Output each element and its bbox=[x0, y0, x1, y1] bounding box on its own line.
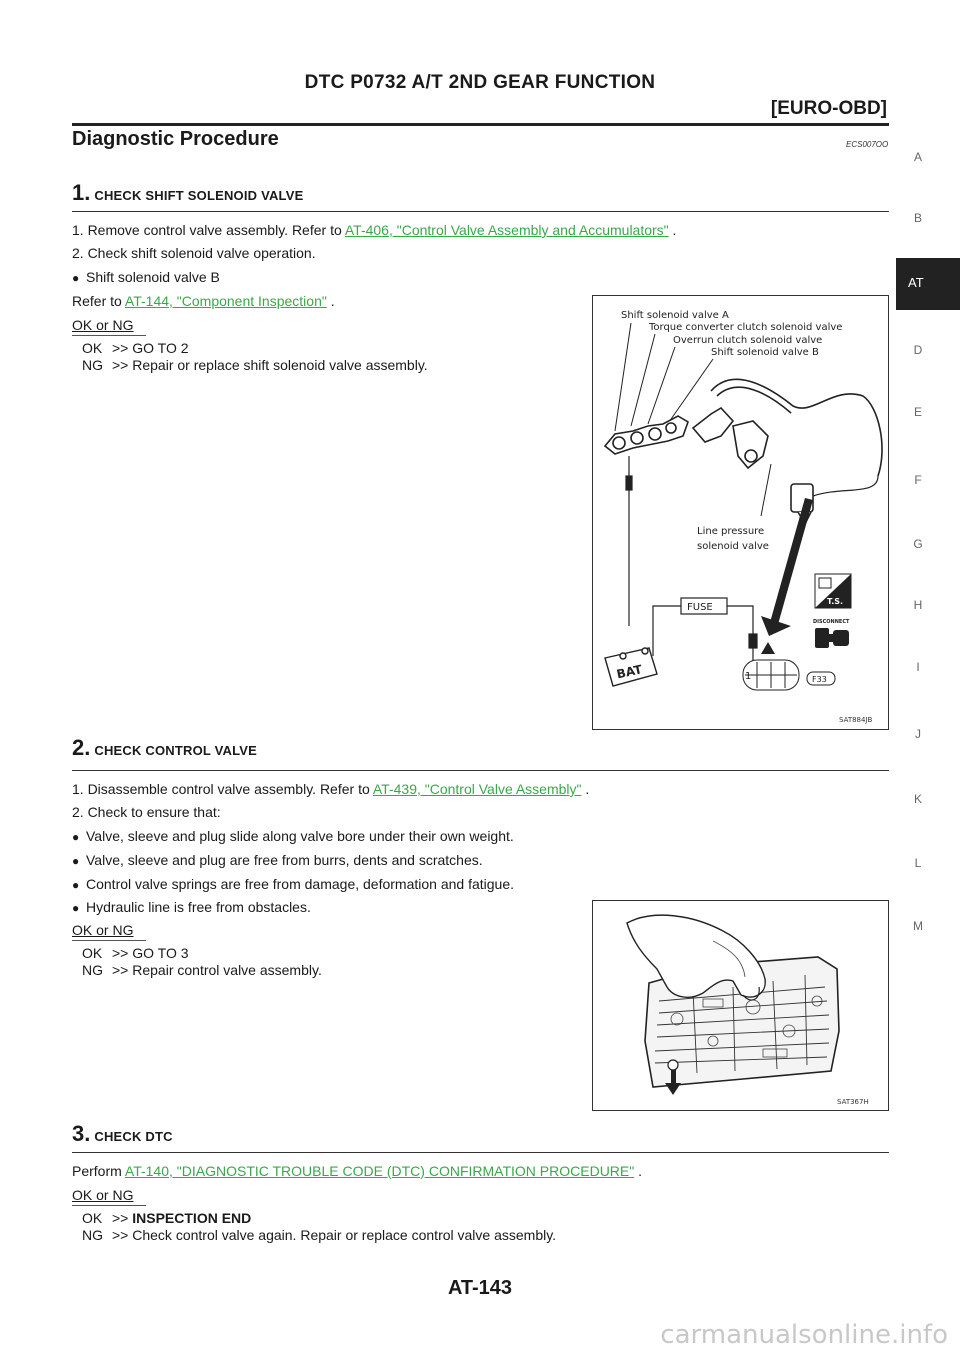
side-index-active-tab[interactable]: AT bbox=[896, 258, 960, 310]
side-index-letter-j[interactable]: J bbox=[915, 727, 921, 741]
step-rule bbox=[72, 1152, 889, 1153]
step-3-heading bbox=[72, 1121, 173, 1147]
disconnect-icon bbox=[815, 628, 849, 648]
step-1-refer: Refer to AT-144, "Component Inspection" . bbox=[72, 293, 335, 309]
ok-or-ng-label: OK or NG bbox=[72, 1187, 134, 1203]
side-index-letter-b[interactable]: B bbox=[913, 211, 922, 225]
step-1-line-1: 1. Remove control valve assembly. Refer to AT-406, "Control Valve Assembly and Accumulators" . bbox=[72, 222, 677, 238]
bullet-dot-icon: ● bbox=[72, 830, 80, 844]
result-ng: NG >> Check control valve again. Repair or replace control valve assembly. bbox=[82, 1227, 557, 1243]
bullet-dot-icon: ● bbox=[72, 878, 80, 892]
side-index-letter-m[interactable]: M bbox=[913, 919, 923, 933]
step-2-bullet: ● Valve, sleeve and plug slide along valve bore under their own weight. bbox=[72, 828, 514, 844]
side-index-letter-l[interactable]: L bbox=[914, 856, 922, 870]
label-line-pressure-1: Line pressure bbox=[697, 526, 765, 537]
solenoid-wiring-illustration bbox=[593, 296, 887, 728]
header-rule bbox=[72, 123, 889, 126]
side-index-letter-e[interactable]: E bbox=[913, 405, 922, 419]
step-3-line: Perform AT-140, "DIAGNOSTIC TROUBLE CODE (DTC) CONFIRMATION PROCEDURE" . bbox=[72, 1163, 643, 1179]
side-index-letter-g[interactable]: G bbox=[913, 537, 923, 551]
side-index-letter-i[interactable]: I bbox=[916, 660, 920, 674]
page-number: AT-143 bbox=[447, 1277, 513, 1299]
figure-code: SAT367H bbox=[837, 1098, 869, 1106]
bullet-dot-icon: ● bbox=[72, 854, 80, 868]
ok-ng-rule bbox=[72, 940, 146, 941]
ok-ng-rule bbox=[72, 1205, 146, 1206]
xref-link[interactable]: AT-406, "Control Valve Assembly and Accumulators" bbox=[344, 222, 669, 238]
ok-or-ng-label: OK or NG bbox=[72, 317, 134, 333]
section-code: ECS007OO bbox=[846, 140, 889, 149]
label-f33: F33 bbox=[812, 675, 827, 684]
step-number: 1. bbox=[72, 180, 91, 205]
step-number: 2. bbox=[72, 735, 91, 760]
step-1-line-2: 2. Check shift solenoid valve operation. bbox=[72, 245, 316, 261]
page-header-subtitle: [EURO-OBD] bbox=[770, 98, 887, 119]
step-title: CHECK DTC bbox=[94, 1129, 173, 1144]
side-index-letter-d[interactable]: D bbox=[913, 343, 923, 357]
xref-link[interactable]: AT-144, "Component Inspection" bbox=[124, 293, 327, 309]
step-1-heading bbox=[72, 180, 303, 206]
label-ssv-b: Shift solenoid valve B bbox=[711, 347, 819, 358]
step-2-line-2: 2. Check to ensure that: bbox=[72, 804, 221, 820]
page-header-title: DTC P0732 A/T 2ND GEAR FUNCTION bbox=[304, 72, 656, 93]
bullet-dot-icon: ● bbox=[72, 901, 80, 915]
figure-solenoid-wiring bbox=[592, 295, 889, 730]
figure-control-valve bbox=[592, 900, 889, 1111]
side-index-letter-a[interactable]: A bbox=[913, 150, 922, 164]
result-ok: OK >> INSPECTION END bbox=[82, 1210, 252, 1226]
side-index-letter-h[interactable]: H bbox=[913, 598, 923, 612]
result-ng: NG >> Repair or replace shift solenoid valve assembly. bbox=[82, 357, 428, 373]
step-title: CHECK SHIFT SOLENOID VALVE bbox=[94, 188, 304, 203]
control-valve-illustration bbox=[593, 901, 887, 1109]
step-2-bullet: ● Hydraulic line is free from obstacles. bbox=[72, 899, 311, 915]
result-ok: OK >> GO TO 3 bbox=[82, 945, 189, 961]
ok-or-ng-label: OK or NG bbox=[72, 922, 134, 938]
step-2-bullet: ● Control valve springs are free from damage, deformation and fatigue. bbox=[72, 876, 515, 892]
label-ssv-a: Shift solenoid valve A bbox=[621, 310, 729, 321]
label-tcc: Torque converter clutch solenoid valve bbox=[649, 322, 843, 333]
section-title: Diagnostic Procedure bbox=[72, 128, 279, 150]
label-line-pressure-2: solenoid valve bbox=[697, 541, 769, 552]
step-2-line-1: 1. Disassemble control valve assembly. Refer to AT-439, "Control Valve Assembly" . bbox=[72, 781, 590, 797]
label-pin-one: 1 bbox=[745, 671, 752, 682]
ts-icon bbox=[815, 574, 851, 608]
step-1-bullet: ● Shift solenoid valve B bbox=[72, 269, 220, 285]
ok-ng-rule bbox=[72, 335, 146, 336]
xref-link[interactable]: AT-140, "DIAGNOSTIC TROUBLE CODE (DTC) CONFIRMATION PROCEDURE" bbox=[124, 1163, 635, 1179]
label-overrun: Overrun clutch solenoid valve bbox=[673, 335, 823, 346]
bullet-dot-icon: ● bbox=[72, 271, 80, 285]
step-title: CHECK CONTROL VALVE bbox=[94, 743, 258, 758]
step-rule bbox=[72, 211, 889, 212]
xref-link[interactable]: AT-439, "Control Valve Assembly" bbox=[372, 781, 582, 797]
result-ng: NG >> Repair control valve assembly. bbox=[82, 962, 322, 978]
figure-code: SAT884JB bbox=[839, 716, 873, 724]
result-ok: OK >> GO TO 2 bbox=[82, 340, 189, 356]
label-fuse: FUSE bbox=[687, 602, 713, 613]
side-index-letter-k[interactable]: K bbox=[913, 792, 922, 806]
label-bat: BAT bbox=[615, 662, 644, 682]
side-index-letter-f[interactable]: F bbox=[914, 473, 922, 487]
svg-text:T.S.: T.S. bbox=[827, 597, 844, 606]
step-2-heading bbox=[72, 735, 257, 761]
step-2-bullet: ● Valve, sleeve and plug are free from burrs, dents and scratches. bbox=[72, 852, 483, 868]
step-number: 3. bbox=[72, 1121, 91, 1146]
step-rule bbox=[72, 770, 889, 771]
watermark: carmanualsonline.info bbox=[660, 1320, 948, 1350]
label-disconnect: DISCONNECT bbox=[813, 619, 850, 625]
